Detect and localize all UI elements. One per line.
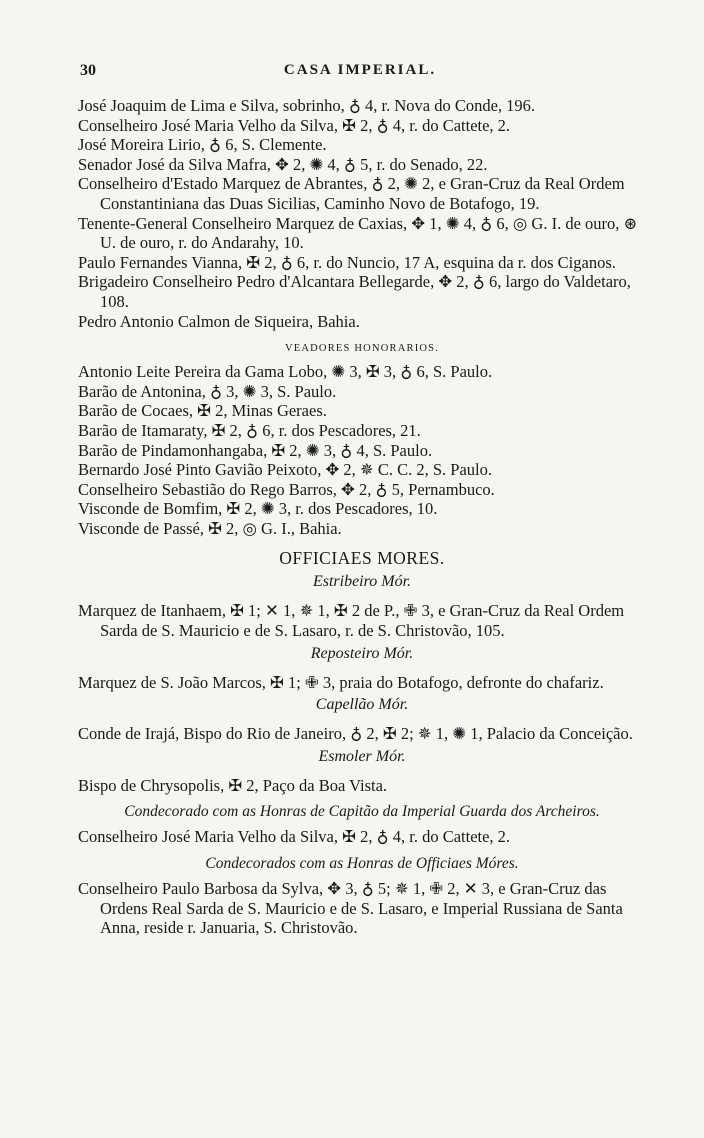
estribeiro-title: Estribeiro Mór. — [312, 573, 412, 591]
running-head: CASA IMPERIAL. — [283, 62, 437, 78]
entry-lima-e-silva: José Joaquim de Lima e Silva, sobrinho, ♁ 4, r. Nova do Conde, 196. — [78, 96, 536, 115]
officiaes-honor-heading: Condecorados com as Honras de Officiaes Móres. — [205, 855, 519, 873]
page-header — [80, 62, 640, 84]
veador-entry: Barão de Pindamonhangaba, ✠ 2, ✺ 3, ♁ 4, S. Paulo. — [78, 440, 433, 460]
veador-entry: Barão de Antonina, ♁ 3, ✺ 3, S. Paulo. — [78, 381, 337, 401]
entry-velho-da-silva: Conselheiro José Maria Velho da Silva, ✠ 2, ♁ 4, r. do Cattete, 2. — [78, 115, 511, 135]
entry-vianna: Paulo Fernandes Vianna, ✠ 2, ♁ 6, r. do Nuncio, 17 A, esquina da r. dos Ciganos. — [78, 252, 616, 272]
esmoler-title: Esmoler Mór. — [318, 747, 406, 765]
veador-entry: Visconde de Passé, ✠ 2, ◎ G. I., Bahia. — [78, 518, 342, 538]
veador-entry: Bernardo José Pinto Gavião Peixoto, ✥ 2, ✵ C. C. 2, S. Paulo. — [78, 460, 493, 480]
entry-silva-mafra: Senador José da Silva Mafra, ✥ 2, ✺ 4, ♁ 5, r. do Senado, 22. — [78, 154, 488, 174]
entry-moreira-lirio: José Moreira Lirio, ♁ 6, S. Clemente. — [78, 135, 327, 155]
archeiros-heading: Condecorado com as Honras de Capitão da Imperial Guarda dos Archeiros. — [124, 803, 600, 821]
entry-caxias: Tenente-General Conselheiro Marquez de Caxias, ✥ 1, ✺ 4, ♁ 6, ◎ G. I. de ouro, ⊛ U. de ouro, r. do Andarahy, 10. — [78, 213, 638, 253]
entry-abrantes: Conselheiro d'Estado Marquez de Abrantes, ♁ 2, ✺ 2, e Gran-Cruz da Real Ordem Constantiniana das Duas Sicilias, Caminho Novo de Botafogo, 19. — [78, 174, 625, 213]
estribeiro-entry: Marquez de Itanhaem, ✠ 1; ✕ 1, ✵ 1, ✠ 2 de P., ✙ 3, e Gran-Cruz da Real Ordem Sarda de S. Mauricio e de S. Lasaro, r. de S. Christovão, 105. — [78, 601, 625, 641]
entry-calmon: Pedro Antonio Calmon de Siqueira, Bahia. — [78, 311, 360, 331]
entry-bellegarde: Brigadeiro Conselheiro Pedro d'Alcantara Bellegarde, ✥ 2, ♁ 6, largo do Valdetaro, 108. — [78, 272, 631, 311]
veador-entry: Barão de Cocaes, ✠ 2, Minas Geraes. — [78, 401, 327, 421]
veador-entry: Barão de Itamaraty, ✠ 2, ♁ 6, r. dos Pescadores, 21. — [78, 420, 421, 440]
page-number: 30 — [80, 62, 96, 79]
veador-entry: Visconde de Bomfim, ✠ 2, ✺ 3, r. dos Pescadores, 10. — [78, 499, 438, 519]
officiaes-honor-entry: Conselheiro Paulo Barbosa da Sylva, ✥ 3, ♁ 5; ✵ 1, ✙ 2, ✕ 3, e Gran-Cruz das Ordens Real Sarda de S. Mauricio e de S. Lasaro, e Imperial Russiana de Santa Anna, reside r. Januaria, S. Christovão. — [78, 879, 623, 938]
archeiros-entry: Conselheiro José Maria Velho da Silva, ✠ 2, ♁ 4, r. do Cattete, 2. — [78, 827, 511, 847]
esmoler-entry: Bispo de Chrysopolis, ✠ 2, Paço da Boa Vista. — [78, 775, 388, 795]
reposteiro-entry: Marquez de S. João Marcos, ✠ 1; ✙ 3, praia do Botafogo, defronte do chafariz. — [78, 672, 604, 692]
veadores-heading: VEADORES HONORARIOS. — [284, 343, 440, 355]
capellao-title: Capellão Mór. — [315, 696, 409, 714]
reposteiro-title: Reposteiro Mór. — [310, 644, 414, 662]
veador-entry: Antonio Leite Pereira da Gama Lobo, ✺ 3, ✠ 3, ♁ 6, S. Paulo. — [78, 362, 493, 382]
veador-entry: Conselheiro Sebastião do Rego Barros, ✥ 2, ♁ 5, Pernambuco. — [78, 479, 495, 499]
page-body — [78, 96, 646, 938]
capellao-entry: Conde de Irajá, Bispo do Rio de Janeiro, ♁ 2, ✠ 2; ✵ 1, ✺ 1, Palacio da Conceição. — [78, 724, 633, 744]
officiaes-heading: OFFICIAES MORES. — [279, 548, 445, 569]
